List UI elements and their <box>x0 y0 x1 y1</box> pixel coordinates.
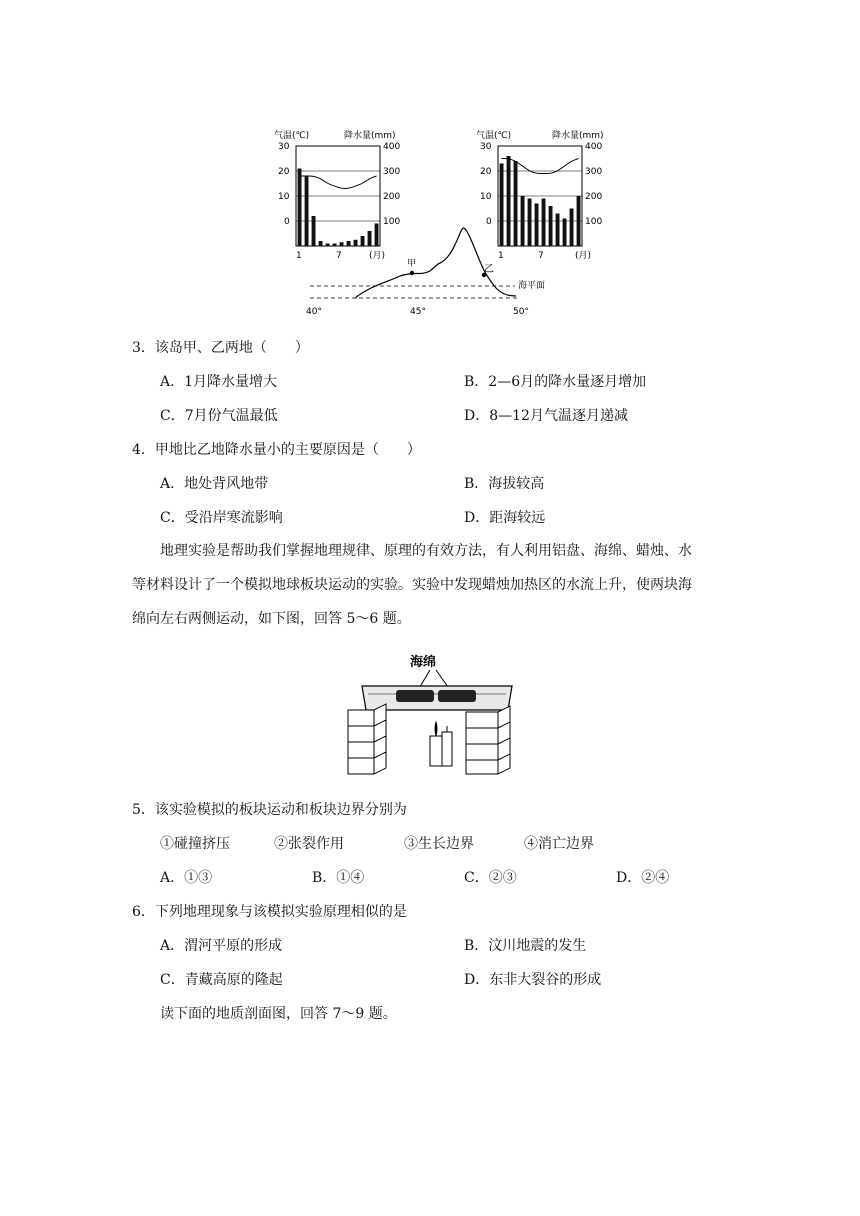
q5-choice-3: ③生长边界 <box>404 836 474 852</box>
left-x-tick: 1 <box>296 251 302 261</box>
right-precip-tick: 100 <box>585 217 603 227</box>
right-precip-bar-3 <box>514 161 518 246</box>
q3-option-a: A．1月降水量增大 <box>160 374 278 390</box>
left-precip-tick: 100 <box>383 217 401 227</box>
left-temp-tick: 10 <box>278 192 290 202</box>
right-precip-bar-4 <box>521 196 525 246</box>
right-x-tick: 7 <box>538 251 544 261</box>
left-temp-curve <box>300 176 377 189</box>
left-precip-bar-12 <box>375 224 379 247</box>
left-precip-bar-8 <box>347 241 351 246</box>
label-jia: 甲 <box>407 259 417 269</box>
q6-option-b: B．汶川地震的发生 <box>464 938 587 954</box>
q4-option-a: A．地处背风地带 <box>160 476 269 492</box>
right-x-tick: (月) <box>575 251 592 261</box>
q6-option-c: C．青藏高原的隆起 <box>160 972 283 988</box>
q5-option-b: B．①④ <box>312 870 365 886</box>
left-precip-tick: 400 <box>383 142 401 152</box>
right-precip-bar-11 <box>570 209 574 247</box>
left-precip-bar-1 <box>298 169 302 247</box>
left-temp-tick: 20 <box>278 167 290 177</box>
left-precip-bar-9 <box>354 240 358 246</box>
q3-option-c: C．7月份气温最低 <box>160 408 278 424</box>
q3-option-b: B．2—6月的降水量逐月增加 <box>464 374 647 390</box>
sponge-label: 海绵 <box>410 655 437 670</box>
right-precip-bar-6 <box>535 204 539 247</box>
q5-choice-2: ②张裂作用 <box>274 836 344 852</box>
left-precip-bar-11 <box>368 231 372 246</box>
left-gridlines <box>296 171 380 221</box>
left-precip-tick: 300 <box>383 167 401 177</box>
q5-option-c: C．②③ <box>464 870 517 886</box>
left-precip-bar-4 <box>319 241 323 246</box>
intro-line-2: 等材料设计了一个模拟地球板块运动的实验。实验中发现蜡烛加热区的水流上升，使两块海 <box>132 577 692 593</box>
left-temp-axis-label: 气温(℃) <box>274 131 310 141</box>
lat-tick-40: 40° <box>306 307 322 317</box>
label-sea-level: 海平面 <box>518 281 546 291</box>
lat-tick-45: 45° <box>410 307 426 317</box>
left-precip-axis-label: 降水量(mm) <box>344 131 396 141</box>
left-precip-bar-6 <box>333 244 337 247</box>
left-precip-bar-10 <box>361 236 365 246</box>
island-profile <box>355 228 516 298</box>
left-precip-bar-2 <box>305 176 309 246</box>
experiment-intro <box>132 534 732 636</box>
right-brick-stack <box>466 706 510 774</box>
right-gridlines <box>498 171 582 221</box>
right-x-tick: 1 <box>498 251 504 261</box>
intro-line-3: 绵向左右两侧运动，如下图，回答 5～6 题。 <box>132 611 411 627</box>
right-temp-tick: 0 <box>486 217 492 227</box>
q5-stem: 5．该实验模拟的板块运动和板块边界分别为 <box>132 802 407 818</box>
lat-tick-50: 50° <box>513 307 529 317</box>
q5-choice-1: ①碰撞挤压 <box>160 836 230 852</box>
climate-profile-figure <box>270 128 620 318</box>
right-precip-bar-5 <box>528 199 532 247</box>
right-precip-bar-8 <box>549 206 553 246</box>
right-precip-bar-10 <box>563 219 567 247</box>
left-temp-tick: 30 <box>278 142 290 152</box>
sponge-left <box>396 690 434 702</box>
right-precip-axis-label: 降水量(mm) <box>552 131 604 141</box>
q6-option-a: A．渭河平原的形成 <box>160 938 283 954</box>
q4-option-d: D．距海较远 <box>464 510 546 526</box>
left-precip-bar-7 <box>340 242 344 246</box>
q4-option-b: B．海拔较高 <box>464 476 545 492</box>
q5-choice-4: ④消亡边界 <box>524 836 594 852</box>
label-yi: 乙 <box>484 264 494 275</box>
q5-option-a: A．①③ <box>160 870 213 886</box>
next-section-intro: 读下面的地质剖面图，回答 7～9 题。 <box>160 1006 397 1022</box>
q3-stem: 3．该岛甲、乙两地（ ） <box>132 340 309 356</box>
q3-option-d: D．8—12月气温逐月递减 <box>464 408 628 424</box>
q6-option-d: D．东非大裂谷的形成 <box>464 972 602 988</box>
sponge-right <box>438 690 476 702</box>
candles <box>430 722 452 766</box>
left-x-tick: 7 <box>336 251 342 261</box>
right-precip-bar-12 <box>577 196 581 246</box>
left-temp-tick: 0 <box>284 217 290 227</box>
left-precip-tick: 200 <box>383 192 401 202</box>
right-precip-bar-7 <box>542 199 546 247</box>
right-precip-tick: 300 <box>585 167 603 177</box>
left-precip-bar-5 <box>326 244 330 247</box>
left-precip-bar-3 <box>312 216 316 246</box>
q4-stem: 4．甲地比乙地降水量小的主要原因是（ ） <box>132 442 421 458</box>
right-temp-tick: 30 <box>480 142 492 152</box>
intro-line-1: 地理实验是帮助我们掌握地理规律、原理的有效方法，有人利用铝盘、海绵、蜡烛、水 <box>160 543 692 559</box>
right-precip-bars <box>500 156 581 246</box>
q6-stem: 6．下列地理现象与该模拟实验原理相似的是 <box>132 904 407 920</box>
right-precip-bar-9 <box>556 214 560 247</box>
right-precip-bar-2 <box>507 156 511 246</box>
left-brick-stack <box>348 704 386 774</box>
left-x-tick: (月) <box>369 251 386 261</box>
right-temp-tick: 20 <box>480 167 492 177</box>
right-precip-bar-1 <box>500 164 504 247</box>
right-precip-tick: 200 <box>585 192 603 202</box>
experiment-figure <box>338 650 524 778</box>
right-temp-tick: 10 <box>480 192 492 202</box>
point-jia <box>410 271 414 275</box>
right-temp-axis-label: 气温(℃) <box>476 131 512 141</box>
right-precip-tick: 400 <box>585 142 603 152</box>
q4-option-c: C．受沿岸寒流影响 <box>160 510 283 526</box>
q5-option-d: D．②④ <box>616 870 670 886</box>
